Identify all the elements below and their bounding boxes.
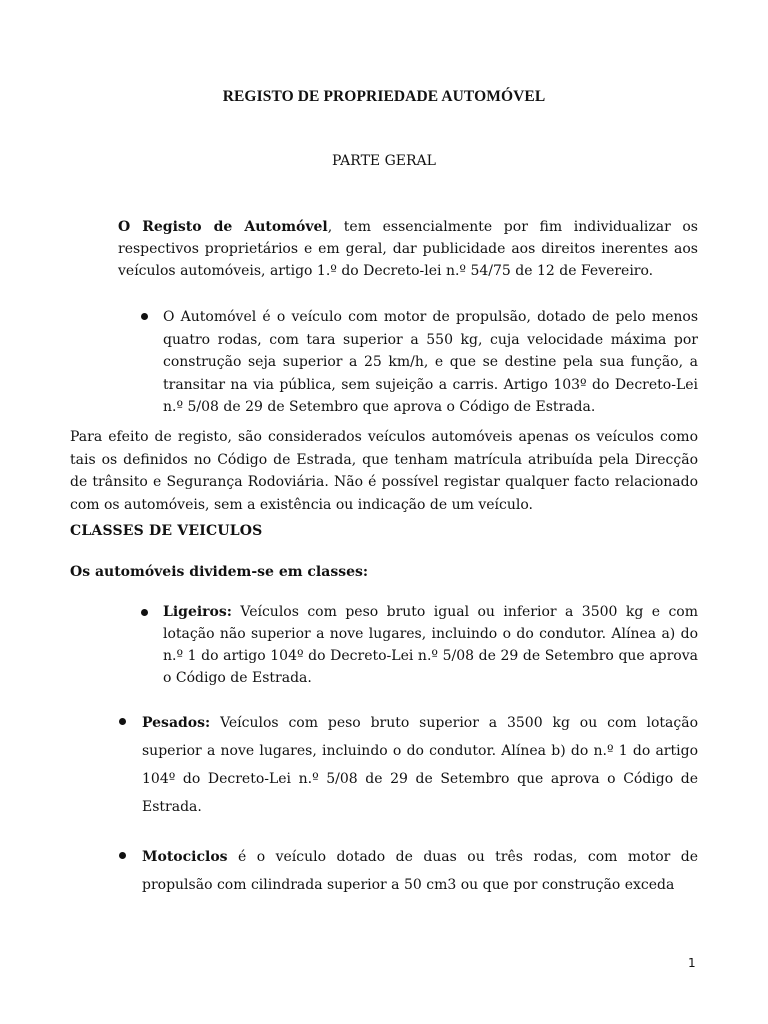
classes-heading: CLASSES DE VEICULOS — [70, 523, 263, 539]
bullet-icon — [141, 609, 148, 616]
intro-bold-term: O Registo de Automóvel — [118, 219, 328, 235]
pesados-text: Veículos com peso bruto superior a 3500 kg ou com lotação superior a nove lugares, incluindo o do condutor. Alínea b) do n.º 1 do artigo 104º do Decreto-Lei n.º 5/08 de 29 de Setembro que aprova o Código de Estrada. — [142, 715, 698, 815]
bullet-automovel: O Automóvel é o veículo com motor de propulsão, dotado de pelo menos quatro rodas, com tara superior a 550 kg, cuja velocidade máxima por construção seja superior a 25 km/h, e que se destine pela sua função, a transitar na via pública, sem sujeição a carris. Artigo 103º do Decreto-Lei n.º 5/08 de 29 de Setembro que aprova o Código de Estrada. — [163, 309, 698, 415]
classes-subheading: Os automóveis dividem-se em classes: — [70, 564, 369, 580]
bullet-icon — [119, 718, 126, 725]
motociclos-label: Motociclos — [142, 849, 228, 865]
bullet-icon — [119, 852, 126, 859]
ligeiros-label: Ligeiros: — [163, 604, 232, 620]
bullet-ligeiros — [163, 601, 698, 689]
page-number: 1 — [688, 956, 696, 970]
section-title: PARTE GERAL — [332, 153, 436, 169]
ligeiros-text: Veículos com peso bruto igual ou inferior a 3500 kg e com lotação não superior a nove lugares, incluindo o do condutor. Alínea a) do n.º 1 do artigo 104º do Decreto-Lei n.º 5/08 de 29 de Setembro que aprova o Código de Estrada. — [163, 604, 698, 686]
bullet-icon — [141, 313, 148, 320]
bullet-pesados — [142, 709, 698, 821]
page-title: REGISTO DE PROPRIEDADE AUTOMÓVEL — [222, 88, 546, 105]
intro-text: , tem essencialmente por fim individualizar os respectivos proprietários e em geral, dar publicidade aos direitos inerentes aos veículos automóveis, artigo 1.º do Decreto-lei n.º 54/75 de 12 de Fevereiro. — [118, 219, 698, 279]
registration-paragraph: Para efeito de registo, são considerados veículos automóveis apenas os veículos como tais os definidos no Código de Estrada, que tenham matrícula atribuída pela Direcção de trânsito e Segurança Rodoviária. Não é possível registar qualquer facto relacionado com os automóveis, sem a existência ou indicação de um veículo. — [70, 429, 698, 513]
motociclos-text: é o veículo dotado de duas ou três rodas, com motor de propulsão com cilindrada superior a 50 cm3 ou que por construção exceda — [142, 849, 698, 893]
bullet-motociclos — [142, 843, 698, 899]
intro-paragraph — [118, 216, 698, 282]
pesados-label: Pesados: — [142, 715, 211, 731]
